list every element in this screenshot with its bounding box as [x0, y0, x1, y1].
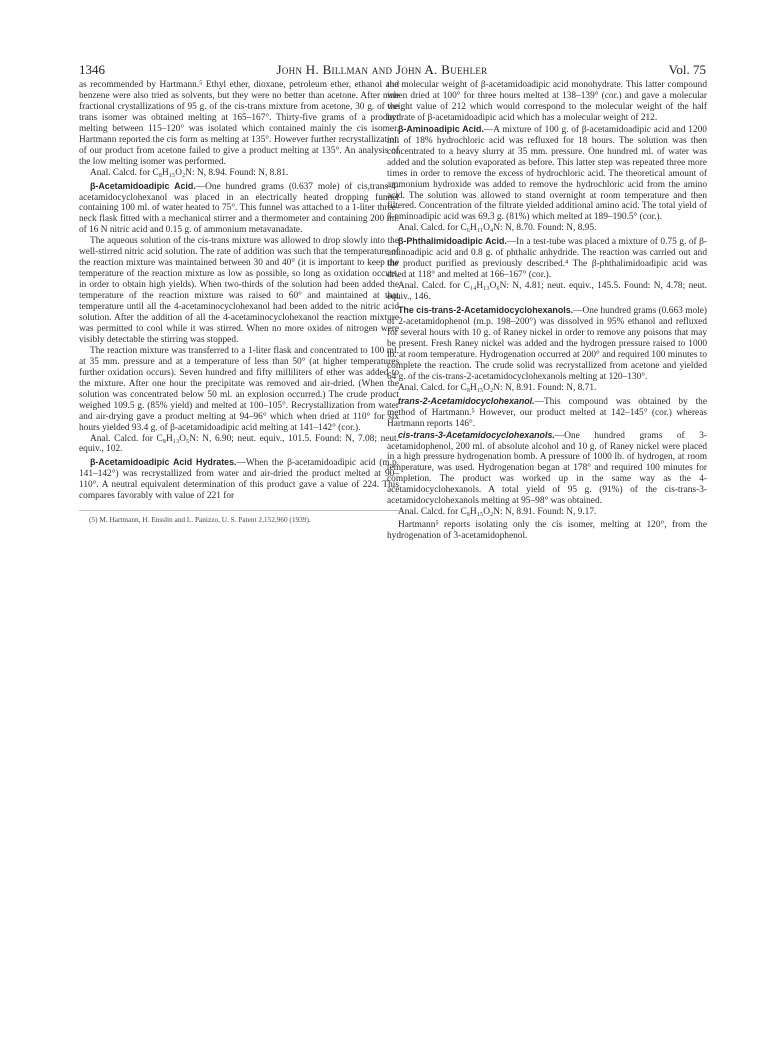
section-title: trans-2-Acetamidocyclohexanol.: [398, 395, 535, 406]
section-title: β-Acetamidoadipic Acid.: [90, 180, 196, 191]
section-title: cis-trans-3-Acetamidocyclohexanols.: [398, 429, 555, 440]
paragraph: The reaction mixture was transferred to a 1-liter flask and concentrated to 100 ml. at 35 mm. pressure and at a temperature of less than 50° (at higher temperatures further oxidation occurs). Seven hundred and fifty milliliters of ether was added to the mixture. After one hour the precipitate was removed and air-dried. (When the solution was concentrated below 50 ml. an explosion occurred.) The crude product weighed 109.5 g. (85% yield) and melted at 100–105°. Recrystallization from water and air-drying gave a product melting at 94–96° which when dried at 110° for six hours yielded 93.4 g. of β-acetamidoadipic acid melting at 141–142° (cor.).: [79, 345, 399, 433]
left-column: [79, 80, 399, 524]
section-paragraph: [387, 236, 707, 281]
page-number: 1346: [79, 62, 105, 77]
section-title: β-Acetamidoadipic Acid Hydrates.: [90, 457, 237, 468]
section-paragraph: [79, 457, 399, 502]
analysis-line: Anal. Calcd. for C₈H₁₃O₅N: N, 6.90; neut. equiv., 101.5. Found: N, 7.08; neut. equiv., 102.: [79, 433, 399, 455]
analysis-line: Anal. Calcd. for C₁₄H₁₃O₆N: N, 4.81; neut. equiv., 145.5. Found: N, 4.78; neut. equiv., 146.: [387, 281, 707, 303]
section-paragraph: [387, 396, 707, 430]
section-title: β-Aminoadipic Acid.: [398, 123, 484, 134]
analysis-line: Anal. Calcd. for C₈H₁₅O₂N: N, 8.91. Found: N, 9.17.: [398, 507, 597, 518]
paragraph: Hartmann⁵ reports isolating only the cis isomer, melting at 120°, from the hydrogenation of 3-acetamidophenol.: [387, 520, 707, 542]
volume-label: Vol. 75: [668, 62, 706, 77]
section-text: —One hundred grams (0.663 mole) of 2-acetamidophenol (m.p. 198–200°) was dissolved in 95% ethanol and refluxed for several hours with 10 g. of Raney nickel in order to remove any poisons that may be present. Fresh Raney nickel was added and the hydrogen pressure raised to 1000 lb. at room temperature. Hydrogenation occurred at 200° and required 100 minutes to complete the reaction. The crude solid was recrystallized from acetone and yielded 64 g. of the cis-trans-2-acetamidocyclohexanols melting at 120–130°.: [387, 306, 708, 382]
section-paragraph: [387, 430, 707, 508]
section-paragraph: [387, 305, 707, 383]
section-text: —This compound was obtained by the method of Hartmann.⁵ However, our product melted at 142–145° (cor.) whereas Hartmann reports 146°.: [387, 396, 707, 429]
paragraph: The aqueous solution of the cis-trans mixture was allowed to drop slowly into the well-stirred nitric acid solution. The rate of addition was such that the temperature of the reaction mixture was maintained between 30 and 40° (it is important to keep the temperature of the reaction mixture as low as possible, so long as oxidation occurs, in order to obtain high yields). When two-thirds of the solution had been added the temperature of the reaction mixture was raised to 60° and maintained at that temperature until all the 4-acetaminocyclohexanol had been added to the nitric acid solution. After the addition of all the 4-acetaminocyclohexanol the reaction mixture was permitted to cool while it was stirred. When no more oxides of nitrogen were visibly detectable the stirring was stopped.: [79, 236, 399, 345]
footnote-text: (5) M. Hartmann, H. Ensslin and L. Panizzo, U. S. Patent 2,152,960 (1939).: [89, 515, 311, 525]
analysis-line: Anal. Calcd. for C₆H₁₁O₄N: N, 8.70. Found: N, 8.95.: [398, 223, 597, 234]
section-text: —In a test-tube was placed a mixture of 0.75 g. of β-aminoadipic acid and 0.8 g. of phthalic anhydride. The reaction was carried out and the product purified as previously described.⁴ The β-phthalimidoadipic acid was dried at 118° and melted at 166–167° (cor.).: [387, 237, 707, 281]
section-title: β-Phthalimidoadipic Acid.: [398, 236, 507, 247]
section-text: —One hundred grams (0.637 mole) of cis,trans-4-acetamidocyclohexanol was placed in an electrically heated dropping funnel containing 100 ml. of water heated to 75°. This funnel was attached to a 1-liter three-neck flask fitted with a mechanical stirrer and a thermometer and containing 200 ml. of 16 N nitric acid and 0.15 g. of ammonium metavanadate.: [79, 181, 399, 236]
analysis-line: Anal. Calcd. for C₈H₁₅O₂N: N, 8.91. Found: N, 8.71.: [398, 382, 597, 393]
running-head-authors: John H. Billman and John A. Buehler: [276, 62, 488, 77]
section-text: —A mixture of 100 g. of β-acetamidoadipic acid and 1200 ml. of 18% hydrochloric acid was refluxed for 18 hours. The solution was then concentrated to a heavy slurry at 35 mm. pressure. One hundred ml. of water was added and the solution evaporated as before. This latter step was repeated three more times in order to remove the excess of hydrochloric acid. The theoretical amount of ammonium hydroxide was added to remove the hydrochloric acid from the amino acid. The solution was allowed to stand overnight at room temperature and then filtered. Concentration of the filtrate yielded additional amino acid. The total yield of β-aminoadipic acid was 69.3 g. (81%) which melted at 189–190.5° (cor.).: [387, 124, 707, 223]
footnote: [79, 510, 399, 524]
section-text: —One hundred grams of 3-acetamidophenol, 200 ml. of absolute alcohol and 10 g. of Raney nickel were placed in a high pressure hydrogenation bomb. A pressure of 1000 lb. of hydrogen, at room temperature, was used. Hydrogenation began at 178° and required 100 minutes for completion. The product was worked up in the same way as the 4-acetamidocyclohexanols. A total yield of 95 g. (91%) of the cis-trans-3-acetamidocyclohexanols melting at 95–98° was obtained.: [387, 430, 707, 507]
section-paragraph: [387, 124, 707, 224]
paragraph: as recommended by Hartmann.⁵ Ethyl ether, dioxane, petroleum ether, ethanol and benzene were also tried as solvents, but they were no better than acetone. After nine fractional crystallizations of 95 g. of the cis-trans mixture from acetone, 30 g. of the trans isomer was obtained melting at 165–167°. Thirty-five grams of a product melting between 115–120° was isolated which contained mainly the cis isomer. Hartmann reported the cis form as melting at 135°. However further recrystallization of our product from acetone failed to give a product melting at 135°. An analysis of the low melting isomer was performed.: [79, 80, 399, 167]
right-column: [387, 80, 707, 542]
paragraph: the molecular weight of β-acetamidoadipic acid monohydrate. This latter compound when dried at 100° for three hours melted at 138–139° (cor.) and gave a molecular weight value of 212 which would correspond to the molecular weight of the half hydrate of β-acetamidoadipic acid which has a molecular weight of 212.: [387, 80, 707, 123]
section-text: —When the β-acetamidoadipic acid (m.p. 141–142°) was recrystallized from water and air-dried the product melted at 90–110°. A neutral equivalent determination of this product gave a value of 224. This compares favorably with value of 221 for: [79, 458, 399, 502]
section-title: The cis-trans-2-Acetamidocyclohexanols.: [398, 305, 574, 316]
section-paragraph: [79, 181, 399, 237]
analysis-line: Anal. Calcd. for C₈H₁₅O₂N: N, 8.94. Found: N, 8.81.: [90, 167, 289, 178]
